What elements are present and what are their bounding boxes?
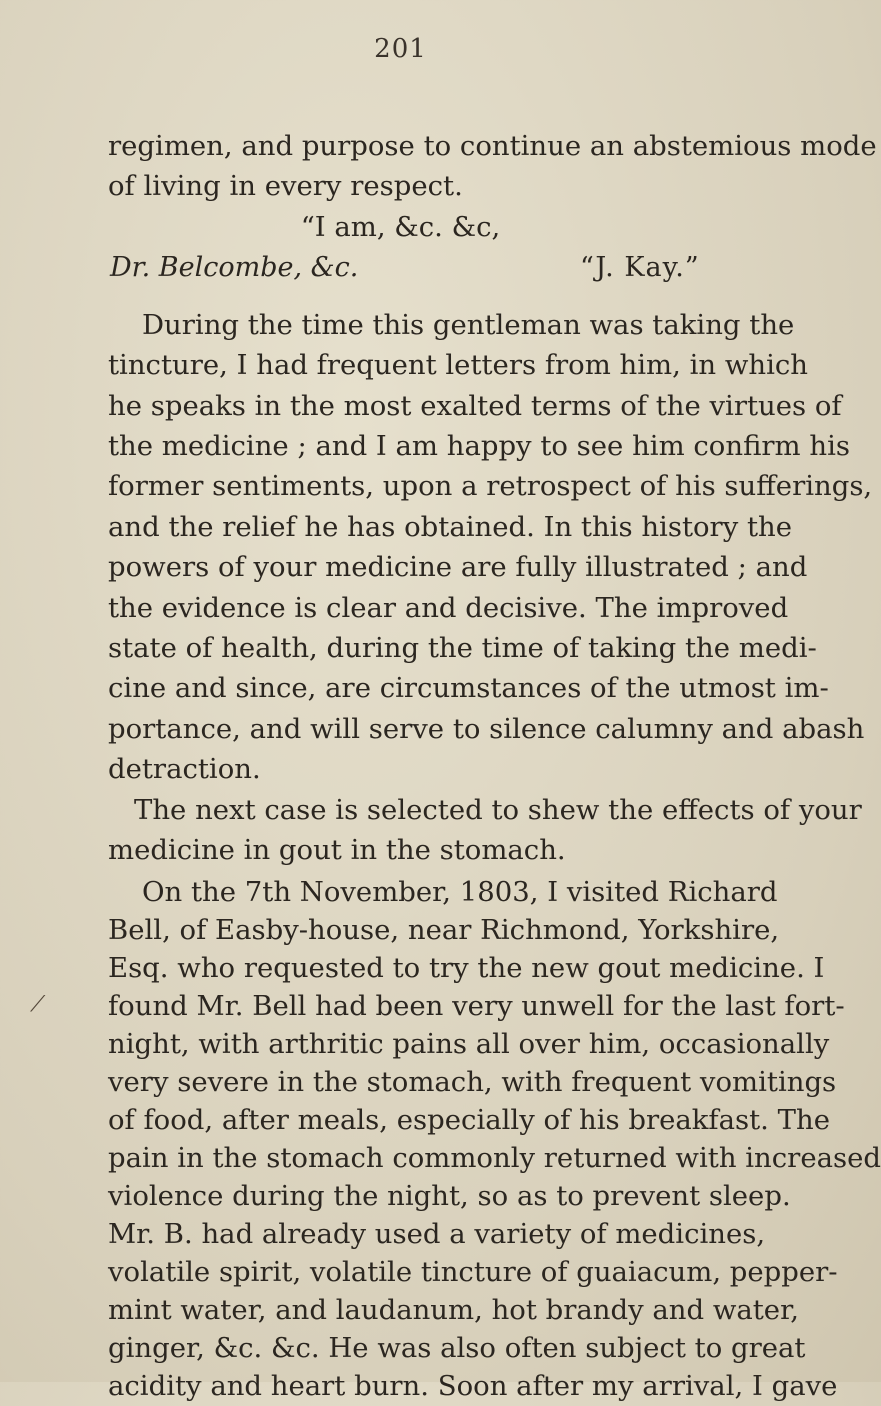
- text-line: mint water, and laudanum, hot brandy and water,: [108, 1294, 799, 1326]
- text-line: Esq. who requested to try the new gout medicine. I: [108, 952, 825, 984]
- text-line: of living in every respect.: [108, 170, 463, 202]
- text-line: cine and since, are circumstances of the utmost im-: [108, 672, 829, 704]
- text-line: During the time this gentleman was taking the: [142, 309, 795, 341]
- text-line: and the relief he has obtained. In this history the: [108, 511, 793, 543]
- text-line: ginger, &c. &c. He was also often subject to great: [108, 1332, 806, 1364]
- text-line: powers of your medicine are fully illustrated ; and: [108, 551, 808, 583]
- text-line: he speaks in the most exalted terms of the virtues of: [108, 390, 842, 422]
- text-line: of food, after meals, especially of his breakfast. The: [108, 1104, 830, 1136]
- text-line: the medicine ; and I am happy to see him confirm his: [108, 430, 850, 462]
- text-line: medicine in gout in the stomach.: [108, 834, 566, 866]
- text-line: tincture, I had frequent letters from him, in which: [108, 349, 808, 381]
- text-line: former sentiments, upon a retrospect of his sufferings,: [108, 470, 873, 502]
- addressee: Dr. Belcombe, &c.: [110, 252, 359, 283]
- text-line: volatile spirit, volatile tincture of guaiacum, pepper-: [108, 1256, 838, 1288]
- text-line: Bell, of Easby-house, near Richmond, Yorkshire,: [108, 914, 780, 946]
- text-line: found Mr. Bell had been very unwell for the last fort-: [108, 990, 845, 1022]
- text-line: night, with arthritic pains all over him, occasionally: [108, 1028, 830, 1060]
- text-line: the evidence is clear and decisive. The improved: [108, 592, 789, 624]
- text-line: Mr. B. had already used a variety of medicines,: [108, 1218, 766, 1250]
- text-line: detraction.: [108, 753, 261, 785]
- margin-mark-icon: ⟋: [30, 992, 46, 1017]
- text-line: On the 7th November, 1803, I visited Richard: [142, 876, 778, 908]
- text-line: acidity and heart burn. Soon after my arrival, I gave: [108, 1370, 838, 1402]
- signature: “J. Kay.”: [580, 252, 700, 283]
- text-line: The next case is selected to shew the effects of your: [134, 794, 862, 826]
- text-line: very severe in the stomach, with frequent vomitings: [108, 1066, 837, 1098]
- text-line: pain in the stomach commonly returned with increased: [108, 1142, 881, 1174]
- text-line: state of health, during the time of taking the medi-: [108, 632, 817, 664]
- text-line: portance, and will serve to silence calumny and abash: [108, 713, 865, 745]
- text-line: violence during the night, so as to prevent sleep.: [108, 1180, 791, 1212]
- closing-salutation: “I am, &c. &c,: [300, 211, 501, 243]
- text-line: regimen, and purpose to continue an abstemious mode: [108, 130, 877, 162]
- page-number: 201: [374, 34, 427, 64]
